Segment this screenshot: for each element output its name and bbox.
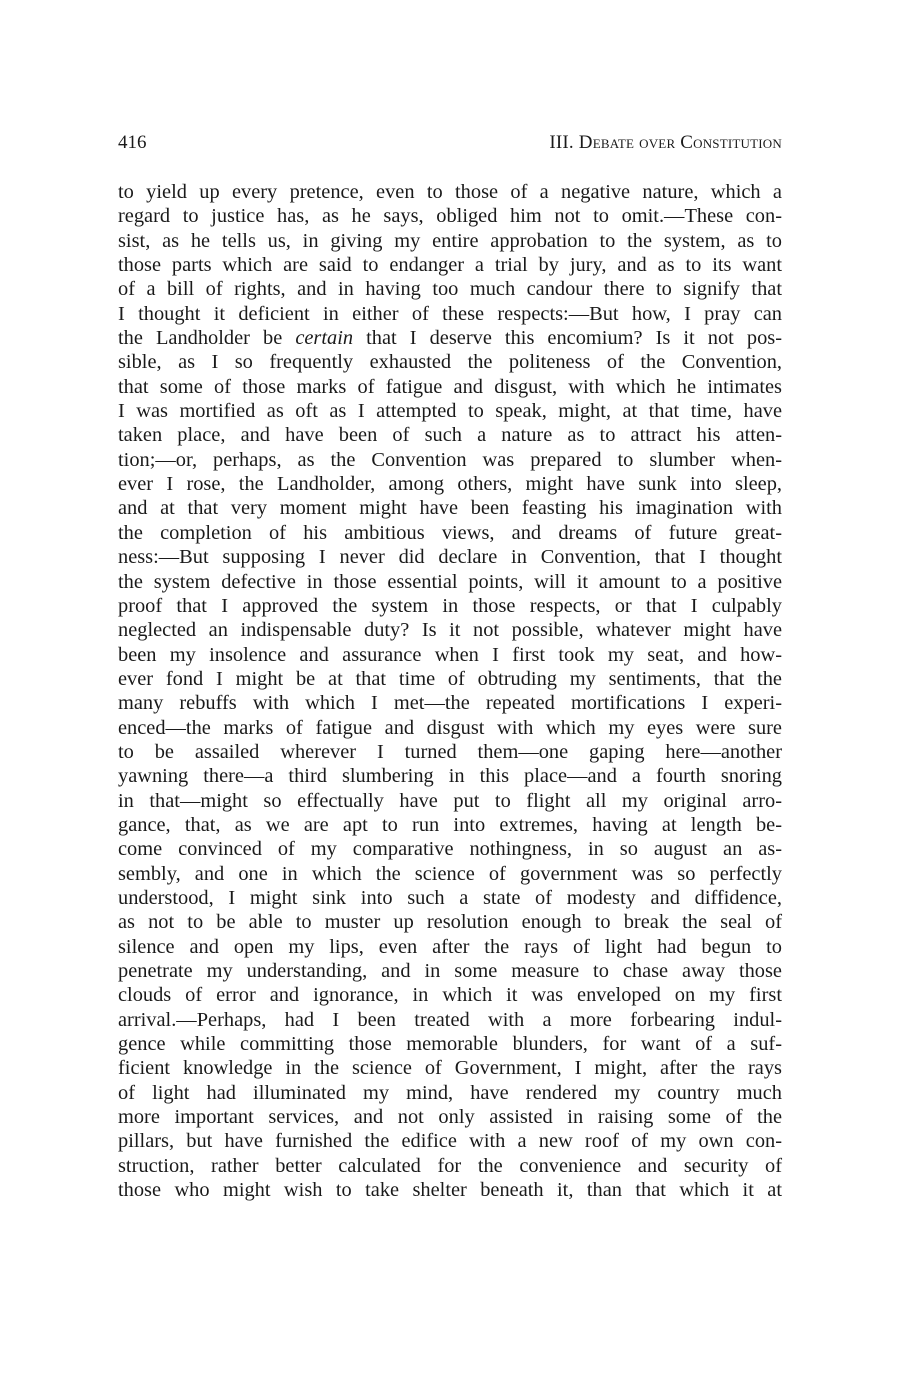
text-line: understood, I might sink into such a state of modesty and diffidence, <box>118 886 782 909</box>
document-page <box>118 128 782 1202</box>
section-title: III. Debate over Constitution <box>549 132 782 153</box>
text-line: of light had illuminated my mind, have rendered my country much <box>118 1081 782 1104</box>
text-line: and at that very moment might have been feasting his imagination with <box>118 497 782 520</box>
page-number: 416 <box>118 132 147 153</box>
text-line: in that—might so effectually have put to flight all my original arro- <box>118 789 782 812</box>
text-line: ficient knowledge in the science of Government, I might, after the rays <box>118 1057 782 1080</box>
text-line: gence while committing those memorable blunders, for want of a suf- <box>118 1033 782 1056</box>
text-line: I thought it deficient in either of these respects:—But how, I pray can <box>118 302 782 325</box>
text-line: ever fond I might be at that time of obtruding my sentiments, that the <box>118 667 782 690</box>
text-line: the completion of his ambitious views, and dreams of future great- <box>118 521 782 544</box>
running-header <box>118 128 782 158</box>
text-line: regard to justice has, as he says, obliged him not to omit.—These con- <box>118 205 782 228</box>
text-line: proof that I approved the system in those respects, or that I culpably <box>118 594 782 617</box>
text-line: sible, as I so frequently exhausted the politeness of the Convention, <box>118 351 782 374</box>
text-line: the Landholder be certain that I deserve this encomium? Is it not pos- <box>118 327 782 350</box>
text-line: to be assailed wherever I turned them—one gaping here—another <box>118 740 782 763</box>
text-line: the system defective in those essential points, will it amount to a positive <box>118 570 782 593</box>
emphasis: certain <box>295 327 354 350</box>
text-line: more important services, and not only assisted in raising some of the <box>118 1106 782 1129</box>
text-line: as not to be able to muster up resolution enough to break the seal of <box>118 911 782 934</box>
text-line: tion;—or, perhaps, as the Convention was prepared to slumber when- <box>118 448 782 471</box>
text-line: neglected an indispensable duty? Is it not possible, whatever might have <box>118 619 782 642</box>
text-line: that some of those marks of fatigue and disgust, with which he intimates <box>118 375 782 398</box>
text-line: those parts which are said to endanger a trial by jury, and as to its want <box>118 254 782 277</box>
body-text <box>118 180 782 1202</box>
text-line: to yield up every pretence, even to those of a negative nature, which a <box>118 181 782 203</box>
text-line: ness:—But supposing I never did declare in Convention, that I thought <box>118 546 782 569</box>
text-line: pillars, but have furnished the edifice with a new roof of my own con- <box>118 1130 782 1153</box>
text-line: yawning there—a third slumbering in this place—and a fourth snoring <box>118 765 782 788</box>
text-line: gance, that, as we are apt to run into extremes, having at length be- <box>118 813 782 836</box>
text-line: penetrate my understanding, and in some measure to chase away those <box>118 960 782 982</box>
text-line: of a bill of rights, and in having too much candour there to signify that <box>118 278 782 301</box>
text-line: taken place, and have been of such a nature as to attract his atten- <box>118 424 782 447</box>
text-line: silence and open my lips, even after the rays of light had begun to <box>118 935 782 958</box>
text-line: sist, as he tells us, in giving my entire approbation to the system, as to <box>118 229 782 252</box>
text-line: been my insolence and assurance when I first took my seat, and how- <box>118 643 782 666</box>
text-line: clouds of error and ignorance, in which it was enveloped on my first <box>118 984 782 1007</box>
text-line: arrival.—Perhaps, had I been treated with a more forbearing indul- <box>118 1008 782 1031</box>
text-line: come convinced of my comparative nothingness, in so august an as- <box>118 838 782 861</box>
text-line: many rebuffs with which I met—the repeated mortifications I experi- <box>118 692 782 715</box>
text-line: sembly, and one in which the science of government was so perfectly <box>118 862 782 885</box>
text-line: ever I rose, the Landholder, among others, might have sunk into sleep, <box>118 473 782 496</box>
text-line: I was mortified as oft as I attempted to speak, might, at that time, have <box>118 400 782 423</box>
text-line: those who might wish to take shelter beneath it, than that which it at <box>118 1179 782 1202</box>
text-line: enced—the marks of fatigue and disgust with which my eyes were sure <box>118 716 782 739</box>
text-line: struction, rather better calculated for the convenience and security of <box>118 1154 782 1177</box>
